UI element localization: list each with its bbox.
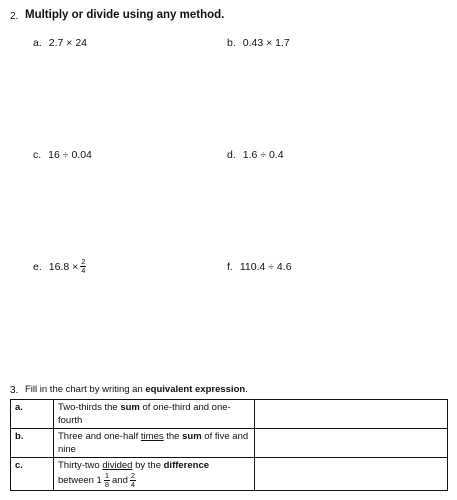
fraction — [104, 472, 110, 489]
table-row — [11, 458, 448, 491]
bold-text: sum — [120, 402, 140, 413]
answer-cell[interactable] — [255, 400, 448, 429]
problem-b — [227, 37, 290, 49]
answer-cell[interactable] — [255, 458, 448, 491]
fraction — [80, 258, 86, 275]
question-3-title — [25, 384, 248, 395]
row-expression — [54, 400, 255, 429]
problem-f — [227, 261, 292, 273]
problem-a — [33, 37, 87, 49]
question-2-title: Multiply or divide using any method. — [25, 9, 225, 21]
fraction-numerator: 2 — [81, 257, 86, 266]
answer-cell[interactable] — [255, 429, 448, 458]
fraction-numerator: 1 — [104, 471, 110, 480]
fraction — [130, 472, 136, 489]
underlined-text: divided — [102, 460, 133, 471]
table-row — [11, 400, 448, 429]
question-2-number: 2. — [10, 11, 19, 22]
fraction-numerator: 2 — [130, 471, 136, 480]
title-bold-text: equivalent expression — [145, 384, 246, 395]
problem-expression: 110.4 ÷ 4.6 — [239, 261, 292, 273]
title-punct: . — [245, 384, 248, 395]
text: Two-thirds the — [58, 402, 121, 413]
problem-letter: a. — [33, 37, 42, 49]
text: Three and one-half — [58, 431, 141, 442]
problem-d — [227, 149, 284, 161]
text: between 1 — [58, 475, 102, 486]
row-label: c. — [11, 458, 54, 491]
text: by the — [132, 460, 164, 471]
text: Thirty-two — [58, 460, 103, 471]
table-row — [11, 429, 448, 458]
problem-letter: f. — [227, 261, 233, 273]
row-label: b. — [11, 429, 54, 458]
problem-expression: 1.6 ÷ 0.4 — [242, 149, 284, 161]
problem-e — [33, 258, 88, 275]
title-text: Fill in the chart by writing an — [25, 384, 146, 395]
text: of five and nine — [58, 431, 249, 455]
fraction-denominator: 4 — [130, 480, 136, 489]
problem-letter: c. — [33, 149, 42, 161]
bold-text: sum — [182, 431, 202, 442]
equivalent-expression-chart — [10, 399, 448, 491]
problem-c — [33, 149, 92, 161]
row-expression — [54, 429, 255, 458]
problem-letter: d. — [227, 149, 236, 161]
text: and — [112, 475, 128, 486]
problem-expression: 2.7 × 24 — [48, 37, 88, 49]
row-label: a. — [11, 400, 54, 429]
problem-letter: e. — [33, 260, 42, 273]
text: of one-third and one-fourth — [58, 402, 231, 426]
mixed-number-line — [58, 472, 138, 489]
row-expression — [54, 458, 255, 491]
problem-letter: b. — [227, 37, 236, 49]
problem-expression: 0.43 × 1.7 — [242, 37, 290, 49]
bold-text: difference — [163, 460, 210, 471]
underlined-text: times — [140, 431, 164, 442]
question-3-number: 3. — [10, 385, 19, 396]
text: the — [163, 431, 183, 442]
fraction-denominator: 8 — [104, 480, 110, 489]
problem-expression: 16 ÷ 0.04 — [48, 149, 92, 161]
problem-expression: 16.8 × — [48, 260, 79, 273]
fraction-denominator: 4 — [81, 266, 86, 275]
